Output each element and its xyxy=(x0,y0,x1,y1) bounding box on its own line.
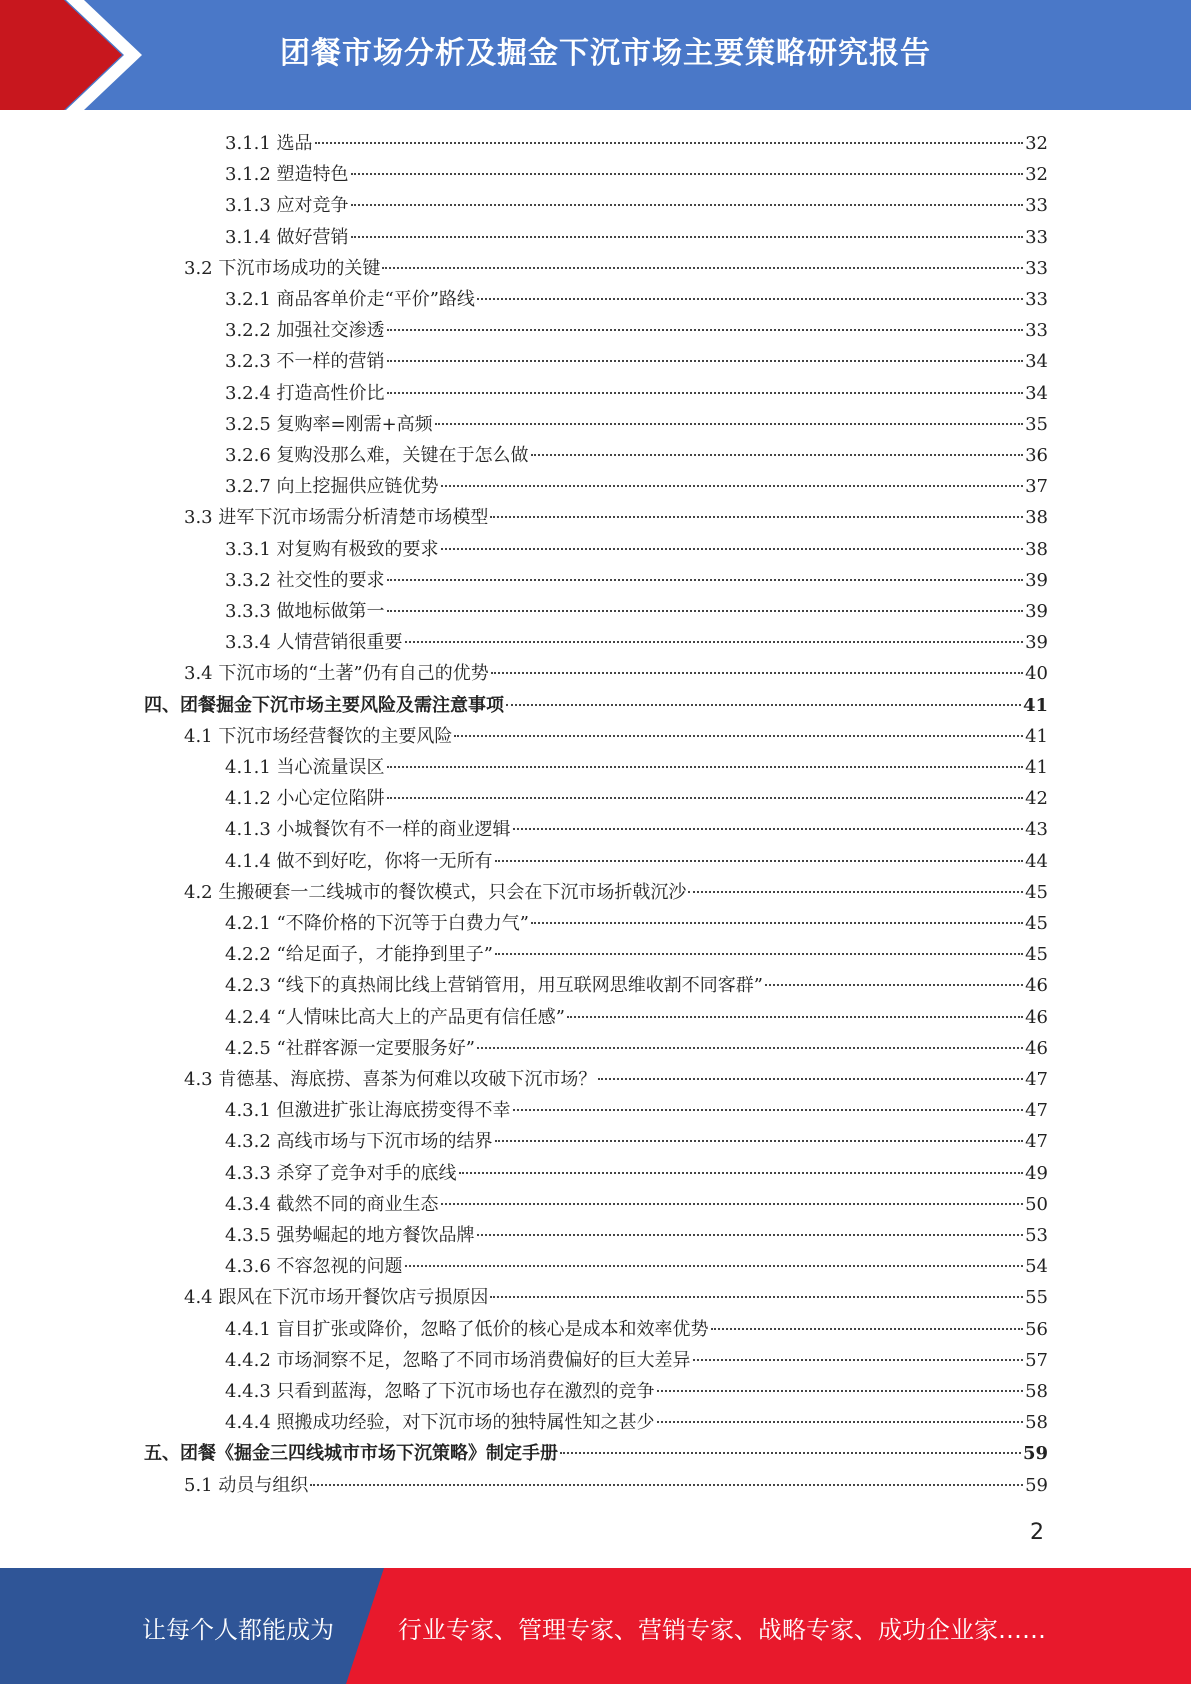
toc-dot-leader xyxy=(351,236,1024,238)
toc-dot-leader xyxy=(441,485,1024,487)
toc-entry-page: 33 xyxy=(1025,289,1048,310)
toc-entry-title: 五、团餐《掘金三四线城市市场下沉策略》制定手册 xyxy=(144,1443,558,1465)
toc-entry[interactable] xyxy=(144,690,1048,721)
toc-entry-page: 46 xyxy=(1025,1037,1048,1059)
toc-entry[interactable] xyxy=(225,1033,1048,1064)
toc-entry-page: 57 xyxy=(1025,1349,1048,1371)
red-chevron-logo xyxy=(0,0,160,110)
toc-dot-leader xyxy=(657,1421,1024,1423)
toc-entry-title: 3.1.1 选品 xyxy=(225,133,313,154)
toc-entry[interactable] xyxy=(225,1220,1048,1251)
toc-entry[interactable] xyxy=(225,1407,1048,1438)
toc-dot-leader xyxy=(491,672,1023,674)
toc-dot-leader xyxy=(477,1047,1023,1049)
toc-entry-page: 47 xyxy=(1025,1069,1048,1090)
toc-entry-title: 4.2.1 “不降价格的下沉等于白费力气” xyxy=(225,913,529,934)
toc-dot-leader xyxy=(657,1390,1024,1392)
toc-entry-page: 58 xyxy=(1025,1381,1048,1402)
toc-entry-title: 3.1.4 做好营销 xyxy=(225,226,349,248)
toc-entry-title: 3.2.5 复购率=刚需+高频 xyxy=(225,413,433,435)
page-footer xyxy=(0,1568,1191,1684)
toc-entry[interactable] xyxy=(225,814,1048,845)
toc-entry-page: 32 xyxy=(1025,164,1048,186)
toc-entry-title: 3.2.6 复购没那么难，关键在于怎么做 xyxy=(225,445,529,466)
toc-entry-page: 54 xyxy=(1025,1256,1048,1278)
toc-entry-page: 38 xyxy=(1025,507,1048,529)
toc-dot-leader xyxy=(387,579,1024,581)
toc-entry-page: 40 xyxy=(1025,663,1048,685)
toc-entry-page: 59 xyxy=(1025,1474,1048,1496)
toc-dot-leader xyxy=(598,1078,1023,1080)
footer-slogan-right: 行业专家、管理专家、营销专家、战略专家、成功企业家…… xyxy=(398,1616,1046,1644)
toc-entry-page: 35 xyxy=(1025,413,1048,435)
toc-entry-page: 45 xyxy=(1025,944,1048,966)
toc-dot-leader xyxy=(351,173,1024,175)
toc-entry-title: 4.4 跟风在下沉市场开餐饮店亏损原因 xyxy=(184,1287,489,1309)
toc-entry[interactable] xyxy=(225,409,1048,440)
toc-dot-leader xyxy=(351,204,1024,206)
toc-entry-title: 4.4.2 市场洞察不足，忽略了不同市场消费偏好的巨大差异 xyxy=(225,1349,691,1371)
toc-entry-page: 36 xyxy=(1025,445,1048,466)
toc-dot-leader xyxy=(765,984,1023,986)
toc-entry-page: 37 xyxy=(1025,476,1048,498)
toc-dot-leader xyxy=(405,641,1024,643)
toc-entry-title: 4.2.5 “社群客源一定要服务好” xyxy=(225,1037,475,1059)
toc-entry[interactable] xyxy=(225,1314,1048,1345)
toc-dot-leader xyxy=(454,735,1023,737)
toc-entry-page: 33 xyxy=(1025,226,1048,248)
toc-entry-page: 41 xyxy=(1022,694,1048,716)
toc-entry-title: 4.2.2 “给足面子，才能挣到里子” xyxy=(225,944,493,966)
toc-entry-page: 33 xyxy=(1025,257,1048,279)
toc-entry[interactable] xyxy=(225,908,1048,939)
toc-dot-leader xyxy=(310,1484,1023,1486)
toc-entry-title: 4.3.4 截然不同的商业生态 xyxy=(225,1193,439,1215)
toc-entry-title: 5.1 动员与组织 xyxy=(184,1474,309,1496)
toc-dot-leader xyxy=(435,423,1023,425)
toc-entry-title: 4.1.1 当心流量误区 xyxy=(225,757,385,778)
toc-entry-title: 4.3.1 但激进扩张让海底捞变得不幸 xyxy=(225,1100,511,1122)
toc-dot-leader xyxy=(405,1265,1024,1267)
toc-entry[interactable] xyxy=(225,1189,1048,1220)
toc-entry[interactable] xyxy=(225,627,1048,658)
toc-entry-title: 4.1.3 小城餐饮有不一样的商业逻辑 xyxy=(225,819,511,841)
toc-entry-page: 39 xyxy=(1025,601,1048,622)
toc-entry-page: 32 xyxy=(1025,133,1048,154)
toc-entry-title: 3.2 下沉市场成功的关键 xyxy=(184,257,381,279)
toc-entry[interactable] xyxy=(225,752,1048,783)
toc-dot-leader xyxy=(387,329,1024,331)
toc-entry[interactable] xyxy=(184,721,1048,752)
toc-dot-leader xyxy=(477,1234,1024,1236)
toc-entry-page: 41 xyxy=(1025,757,1048,778)
toc-dot-leader xyxy=(382,267,1023,269)
toc-entry-title: 4.4.4 照搬成功经验，对下沉市场的独特属性知之甚少 xyxy=(225,1412,655,1434)
toc-entry-title: 4.3.6 不容忽视的问题 xyxy=(225,1256,403,1278)
toc-entry-title: 3.3.3 做地标做第一 xyxy=(225,601,385,622)
toc-entry[interactable] xyxy=(184,1470,1048,1501)
toc-dot-leader xyxy=(495,860,1024,862)
toc-entry-page: 50 xyxy=(1025,1193,1048,1215)
toc-dot-leader xyxy=(490,516,1023,518)
toc-dot-leader xyxy=(315,142,1024,144)
toc-dot-leader xyxy=(506,704,1021,706)
toc-entry-title: 4.3.5 强势崛起的地方餐饮品牌 xyxy=(225,1225,475,1246)
toc-dot-leader xyxy=(711,1328,1024,1330)
toc-entry-title: 3.1.3 应对竞争 xyxy=(225,195,349,217)
toc-entry[interactable] xyxy=(225,128,1048,159)
toc-dot-leader xyxy=(387,797,1024,799)
toc-entry[interactable] xyxy=(225,1002,1048,1033)
toc-entry-page: 45 xyxy=(1025,913,1048,934)
toc-entry[interactable] xyxy=(225,284,1048,315)
toc-entry-page: 39 xyxy=(1025,569,1048,591)
toc-entry-title: 4.3 肯德基、海底捞、喜茶为何难以攻破下沉市场？ xyxy=(184,1069,597,1090)
toc-entry[interactable] xyxy=(225,565,1048,596)
toc-entry-page: 34 xyxy=(1025,382,1048,404)
toc-entry-title: 3.3.1 对复购有极致的要求 xyxy=(225,538,439,560)
toc-entry-title: 4.3.3 杀穿了竞争对手的底线 xyxy=(225,1162,457,1184)
toc-entry-title: 3.3.2 社交性的要求 xyxy=(225,569,385,591)
toc-entry[interactable] xyxy=(184,1282,1048,1313)
toc-entry[interactable] xyxy=(225,378,1048,409)
toc-entry[interactable] xyxy=(225,1126,1048,1157)
toc-entry[interactable] xyxy=(225,315,1048,346)
toc-entry-title: 4.1 下沉市场经营餐饮的主要风险 xyxy=(184,725,453,747)
toc-dot-leader xyxy=(688,891,1023,893)
toc-entry-title: 4.1.2 小心定位陷阱 xyxy=(225,788,385,810)
report-title: 团餐市场分析及掘金下沉市场主要策略研究报告 xyxy=(280,36,931,71)
footer-slogan-left: 让每个人都能成为 xyxy=(142,1616,334,1644)
toc-entry-title: 4.2.3 “线下的真热闹比线上营销管用，用互联网思维收割不同客群” xyxy=(225,975,763,997)
toc-dot-leader xyxy=(513,1109,1024,1111)
toc-entry-title: 4.3.2 高线市场与下沉市场的结界 xyxy=(225,1131,493,1153)
toc-entry-page: 47 xyxy=(1025,1131,1048,1153)
toc-entry[interactable] xyxy=(225,783,1048,814)
toc-entry-title: 3.4 下沉市场的“土著”仍有自己的优势 xyxy=(184,663,489,685)
toc-entry-title: 四、团餐掘金下沉市场主要风险及需注意事项 xyxy=(144,694,504,716)
toc-entry-page: 34 xyxy=(1025,351,1048,373)
toc-entry-page: 55 xyxy=(1025,1287,1048,1309)
toc-dot-leader xyxy=(693,1359,1024,1361)
toc-entry-page: 59 xyxy=(1022,1443,1048,1465)
toc-entry[interactable] xyxy=(184,253,1048,284)
toc-entry-page: 33 xyxy=(1025,320,1048,342)
toc-entry-title: 3.3 进军下沉市场需分析清楚市场模型 xyxy=(184,507,489,529)
toc-entry-page: 43 xyxy=(1025,819,1048,841)
toc-entry[interactable] xyxy=(225,159,1048,190)
toc-dot-leader xyxy=(513,828,1024,830)
toc-dot-leader xyxy=(495,953,1023,955)
toc-dot-leader xyxy=(387,392,1024,394)
toc-entry-page: 33 xyxy=(1025,195,1048,217)
toc-entry[interactable] xyxy=(184,877,1048,908)
toc-entry[interactable] xyxy=(225,846,1048,877)
toc-entry-title: 4.4.1 盲目扩张或降价，忽略了低价的核心是成本和效率优势 xyxy=(225,1318,709,1340)
toc-entry-title: 4.2.4 “人情味比高大上的产品更有信任感” xyxy=(225,1006,565,1028)
toc-entry-page: 46 xyxy=(1025,975,1048,997)
toc-entry[interactable] xyxy=(225,970,1048,1001)
toc-entry[interactable] xyxy=(225,190,1048,221)
toc-dot-leader xyxy=(490,1296,1023,1298)
toc-entry[interactable] xyxy=(225,1158,1048,1189)
toc-entry-title: 3.2.7 向上挖掘供应链优势 xyxy=(225,476,439,498)
toc-dot-leader xyxy=(560,1452,1021,1454)
toc-entry-page: 42 xyxy=(1025,788,1048,810)
toc-entry-page: 39 xyxy=(1025,632,1048,654)
toc-entry[interactable] xyxy=(225,346,1048,377)
toc-entry-page: 41 xyxy=(1025,725,1048,747)
toc-entry[interactable] xyxy=(184,658,1048,689)
toc-entry[interactable] xyxy=(225,939,1048,970)
toc-entry-title: 3.2.2 加强社交渗透 xyxy=(225,320,385,342)
toc-entry[interactable] xyxy=(225,471,1048,502)
toc-entry[interactable] xyxy=(225,222,1048,253)
toc-dot-leader xyxy=(387,610,1024,612)
toc-entry-page: 58 xyxy=(1025,1412,1048,1434)
toc-dot-leader xyxy=(567,1016,1023,1018)
toc-dot-leader xyxy=(495,1140,1024,1142)
toc-entry-page: 49 xyxy=(1025,1162,1048,1184)
toc-entry-title: 4.1.4 做不到好吃，你将一无所有 xyxy=(225,850,493,872)
toc-entry-page: 53 xyxy=(1025,1225,1048,1246)
toc-entry-title: 3.2.4 打造高性价比 xyxy=(225,382,385,404)
toc-entry-title: 3.2.1 商品客单价走“平价”路线 xyxy=(225,289,475,310)
toc-dot-leader xyxy=(441,548,1024,550)
toc-entry[interactable] xyxy=(225,1251,1048,1282)
toc-entry-page: 45 xyxy=(1025,881,1048,903)
toc-entry-title: 4.2 生搬硬套一二线城市的餐饮模式，只会在下沉市场折戟沉沙 xyxy=(184,881,687,903)
toc-entry[interactable] xyxy=(225,1095,1048,1126)
toc-dot-leader xyxy=(531,454,1024,456)
toc-entry[interactable] xyxy=(225,1376,1048,1407)
toc-entry[interactable] xyxy=(184,502,1048,533)
toc-entry-title: 3.1.2 塑造特色 xyxy=(225,164,349,186)
toc-entry-title: 4.4.3 只看到蓝海，忽略了下沉市场也存在激烈的竞争 xyxy=(225,1381,655,1402)
toc-entry[interactable] xyxy=(225,440,1048,471)
toc-dot-leader xyxy=(387,360,1024,362)
toc-entry[interactable] xyxy=(225,534,1048,565)
toc-entry-page: 46 xyxy=(1025,1006,1048,1028)
toc-entry-page: 47 xyxy=(1025,1100,1048,1122)
toc-dot-leader xyxy=(477,298,1023,300)
toc-entry-page: 44 xyxy=(1025,850,1048,872)
page-header xyxy=(0,0,1191,110)
toc-entry-page: 38 xyxy=(1025,538,1048,560)
toc-entry-page: 56 xyxy=(1025,1318,1048,1340)
toc-dot-leader xyxy=(459,1172,1024,1174)
toc-dot-leader xyxy=(531,922,1023,924)
toc-entry[interactable] xyxy=(144,1438,1048,1469)
toc-entry[interactable] xyxy=(184,1064,1048,1095)
toc-dot-leader xyxy=(441,1203,1024,1205)
toc-entry[interactable] xyxy=(225,596,1048,627)
toc-entry[interactable] xyxy=(225,1345,1048,1376)
toc-dot-leader xyxy=(387,766,1024,768)
toc-entry-title: 3.2.3 不一样的营销 xyxy=(225,351,385,373)
toc-entry-title: 3.3.4 人情营销很重要 xyxy=(225,632,403,654)
page-number: 2 xyxy=(1030,1520,1044,1545)
